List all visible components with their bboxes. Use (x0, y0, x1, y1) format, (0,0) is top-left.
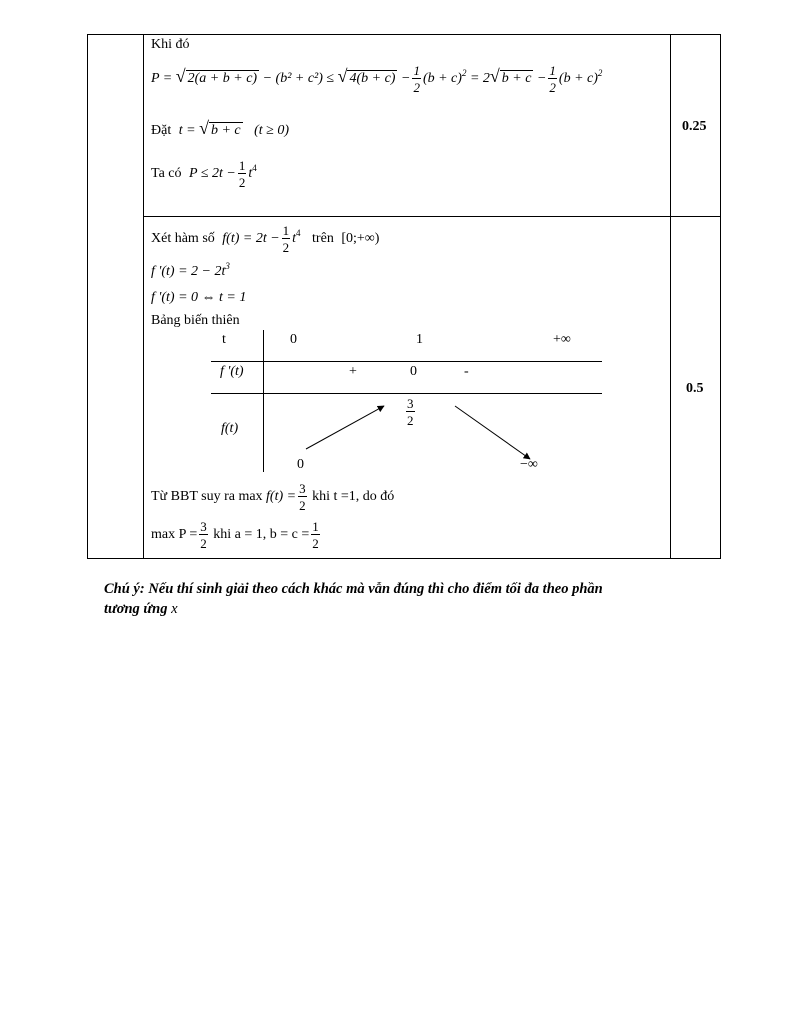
row2-score: 0.5 (686, 381, 704, 396)
bbt-f-start: 0 (297, 457, 304, 472)
bbt-arrow-down (455, 406, 530, 459)
bbt-fprime-sign-plus: + (349, 364, 357, 379)
bbt-t-label: t (222, 332, 226, 347)
row2-derivative: f '$(t) = 2 - 2t^3$ (151, 261, 230, 279)
note-line-2: tương ứng x (104, 601, 178, 617)
row2-bbt-label: Bảng biến thiên (151, 313, 240, 328)
bbt-arrow-up (306, 406, 384, 449)
row2-xet-line: Xét hàm số f(t) = 2t − $\frac{1}{2}$ $t^4$ trên [0;+∞) (151, 223, 380, 255)
row1-khi-do: Khi đó (151, 37, 190, 52)
row1-P-equation: P = √ 2(a + b + c) − (b² + c²) ≤ √ 4(b + c) − $\frac{1}{2}$ $(b + c)^2 = 2√$ b + c − $\frac{1}{2}$ $(b + c)^2$ (151, 63, 603, 95)
note-line-1: Chú ý: Nếu thí sinh giải theo cách khác mà vẫn đúng thì cho điểm tối đa theo phần (104, 581, 603, 597)
row2-conclusion-max-f: Từ BBT suy ra max f(t) = $\frac{3}{2}$ khi t =1, do đó (151, 481, 395, 513)
row1-dat-line: Đặt t = √ b + c (t ≥ 0) (151, 118, 290, 138)
row2-conclusion-max-P: max P = $\frac{3}{2}$ khi a = 1, b = c = $\frac{1}{2}$ (151, 519, 319, 551)
bbt-fprime-label: f '(t) (220, 364, 244, 379)
row2-derivative-zero: f '(t) = 0 ⇔ t = 1 (151, 290, 247, 305)
bbt-f-label: f(t) (221, 421, 239, 436)
row1-taco-line: Ta có P ≤ 2t − $\frac{1}{2}$ $t^4$ (151, 158, 257, 190)
bbt-t-value-0: 0 (290, 332, 297, 347)
bbt-fprime-zero: 0 (410, 364, 417, 379)
bbt-fprime-sign-minus: - (464, 364, 469, 379)
bbt-f-max: $\frac{3}{2}$ (407, 396, 414, 428)
row1-score: 0.25 (682, 119, 707, 134)
bbt-t-value-2: +∞ (553, 332, 571, 347)
bbt-f-end: −∞ (520, 457, 538, 472)
bbt-t-value-1: 1 (416, 332, 423, 347)
